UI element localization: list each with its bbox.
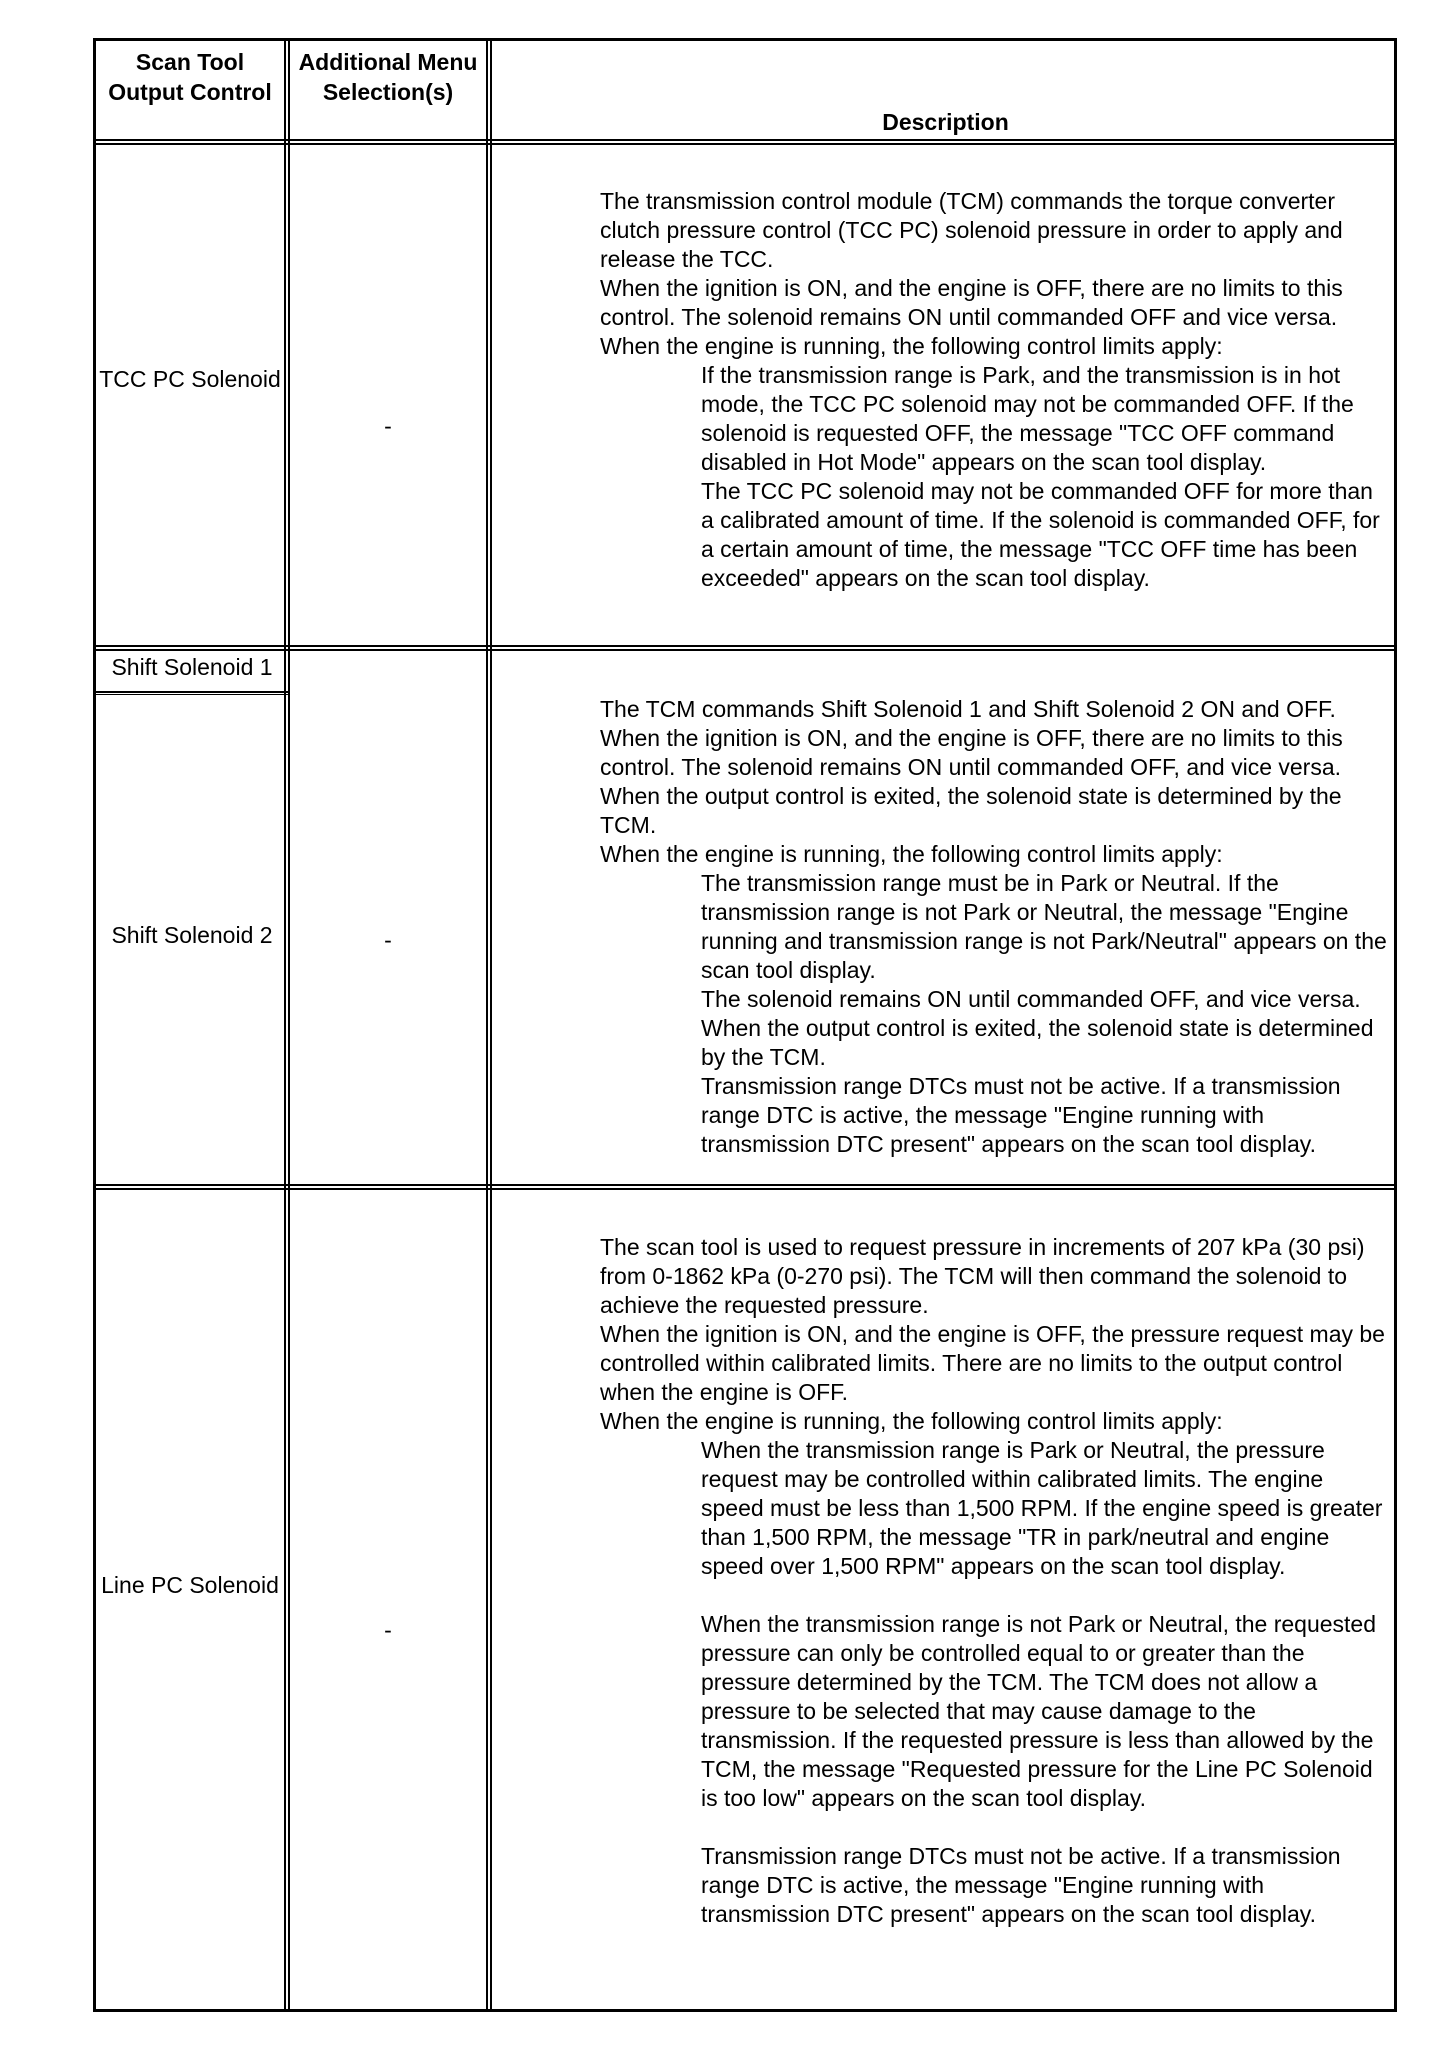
description-paragraph: The transmission control module (TCM) commands the torque converter clutch pressure control (TCC PC) solenoid pressure in order to apply and release the TCC.	[600, 188, 1343, 272]
description-paragraph: The TCM commands Shift Solenoid 1 and Shift Solenoid 2 ON and OFF.	[600, 696, 1336, 722]
menu-selection-shift: -	[384, 927, 392, 953]
control-limit-item: The TCC PC solenoid may not be commanded OFF for more than a calibrated amount of time. If the solenoid is commanded OFF, for a certain amount of time, the message "TCC OFF time has been exceeded" appears on the scan tool display.	[701, 478, 1380, 591]
header-additional-menu-selections: Additional Menu Selection(s)	[298, 49, 478, 105]
description-line-pc-solenoid	[600, 1233, 1390, 1929]
row-label-line-pc-solenoid: Line PC Solenoid	[101, 1572, 279, 1598]
description-paragraph: The scan tool is used to request pressure in increments of 207 kPa (30 psi) from 0-1862 kPa (0-270 psi). The TCM will then command the solenoid to achieve the requested pressure.	[600, 1234, 1365, 1318]
header-description: Description	[882, 109, 1009, 135]
control-limit-item: The solenoid remains ON until commanded OFF, and vice versa. When the output control is exited, the solenoid state is determined by the TCM.	[701, 986, 1374, 1070]
row-divider-1	[96, 645, 1394, 651]
output-control-table	[93, 38, 1397, 2012]
menu-selection-tcc: -	[384, 413, 392, 439]
shift-solenoid-subdivider	[96, 691, 288, 695]
row-label-tcc-pc-solenoid: TCC PC Solenoid	[99, 366, 281, 392]
row-divider-2	[96, 1184, 1394, 1190]
description-paragraph: When the ignition is ON, and the engine is OFF, the pressure request may be controlled within calibrated limits. There are no limits to the output control when the engine is OFF.	[600, 1321, 1385, 1405]
control-limit-item: The transmission range must be in Park or Neutral. If the transmission range is not Park or Neutral, the message "Engine running and transmission range is not Park/Neutral" appears on the scan tool display.	[701, 870, 1387, 983]
description-paragraph: When the engine is running, the following control limits apply:	[600, 841, 1223, 867]
description-tcc-pc-solenoid	[600, 187, 1390, 593]
control-limit-item: Transmission range DTCs must not be active. If a transmission range DTC is active, the message "Engine running with transmission DTC present" appears on the scan tool display.	[701, 1073, 1341, 1157]
control-limit-item: When the transmission range is Park or Neutral, the pressure request may be controlled within calibrated limits. The engine speed must be less than 1,500 RPM. If the engine speed is greater than 1,500 RPM, the message "TR in park/neutral and engine speed over 1,500 RPM" appears on the scan tool display.	[701, 1437, 1383, 1579]
description-paragraph: When the engine is running, the following control limits apply:	[600, 333, 1223, 359]
row-label-shift-solenoid-1: Shift Solenoid 1	[111, 654, 273, 680]
column-divider-1	[284, 41, 290, 2009]
description-paragraph: When the ignition is ON, and the engine is OFF, there are no limits to this control. The solenoid remains ON until commanded OFF, and vice versa. When the output control is exited, the solenoid state is determined by the TCM.	[600, 725, 1343, 838]
header-divider	[96, 139, 1394, 145]
menu-selection-line: -	[384, 1617, 392, 1643]
column-divider-2	[486, 41, 492, 2009]
control-limit-item: If the transmission range is Park, and the transmission is in hot mode, the TCC PC solenoid may not be commanded OFF. If the solenoid is requested OFF, the message "TCC OFF command disabled in Hot Mode" appears on the scan tool display.	[701, 362, 1354, 475]
description-shift-solenoids	[600, 695, 1390, 1159]
description-paragraph: When the ignition is ON, and the engine is OFF, there are no limits to this control. The solenoid remains ON until commanded OFF and vice versa.	[600, 275, 1343, 330]
control-limit-item: When the transmission range is not Park or Neutral, the requested pressure can only be controlled equal to or greater than the pressure determined by the TCM. The TCM does not allow a pressure to be selected that may cause damage to the transmission. If the requested pressure is less than allowed by the TCM, the message "Requested pressure for the Line PC Solenoid is too low" appears on the scan tool display.	[701, 1611, 1377, 1811]
header-scan-tool-output-control: Scan Tool Output Control	[108, 49, 272, 105]
control-limit-item: Transmission range DTCs must not be active. If a transmission range DTC is active, the message "Engine running with transmission DTC present" appears on the scan tool display.	[701, 1843, 1341, 1927]
row-label-shift-solenoid-2: Shift Solenoid 2	[111, 922, 273, 948]
description-paragraph: When the engine is running, the following control limits apply:	[600, 1408, 1223, 1434]
